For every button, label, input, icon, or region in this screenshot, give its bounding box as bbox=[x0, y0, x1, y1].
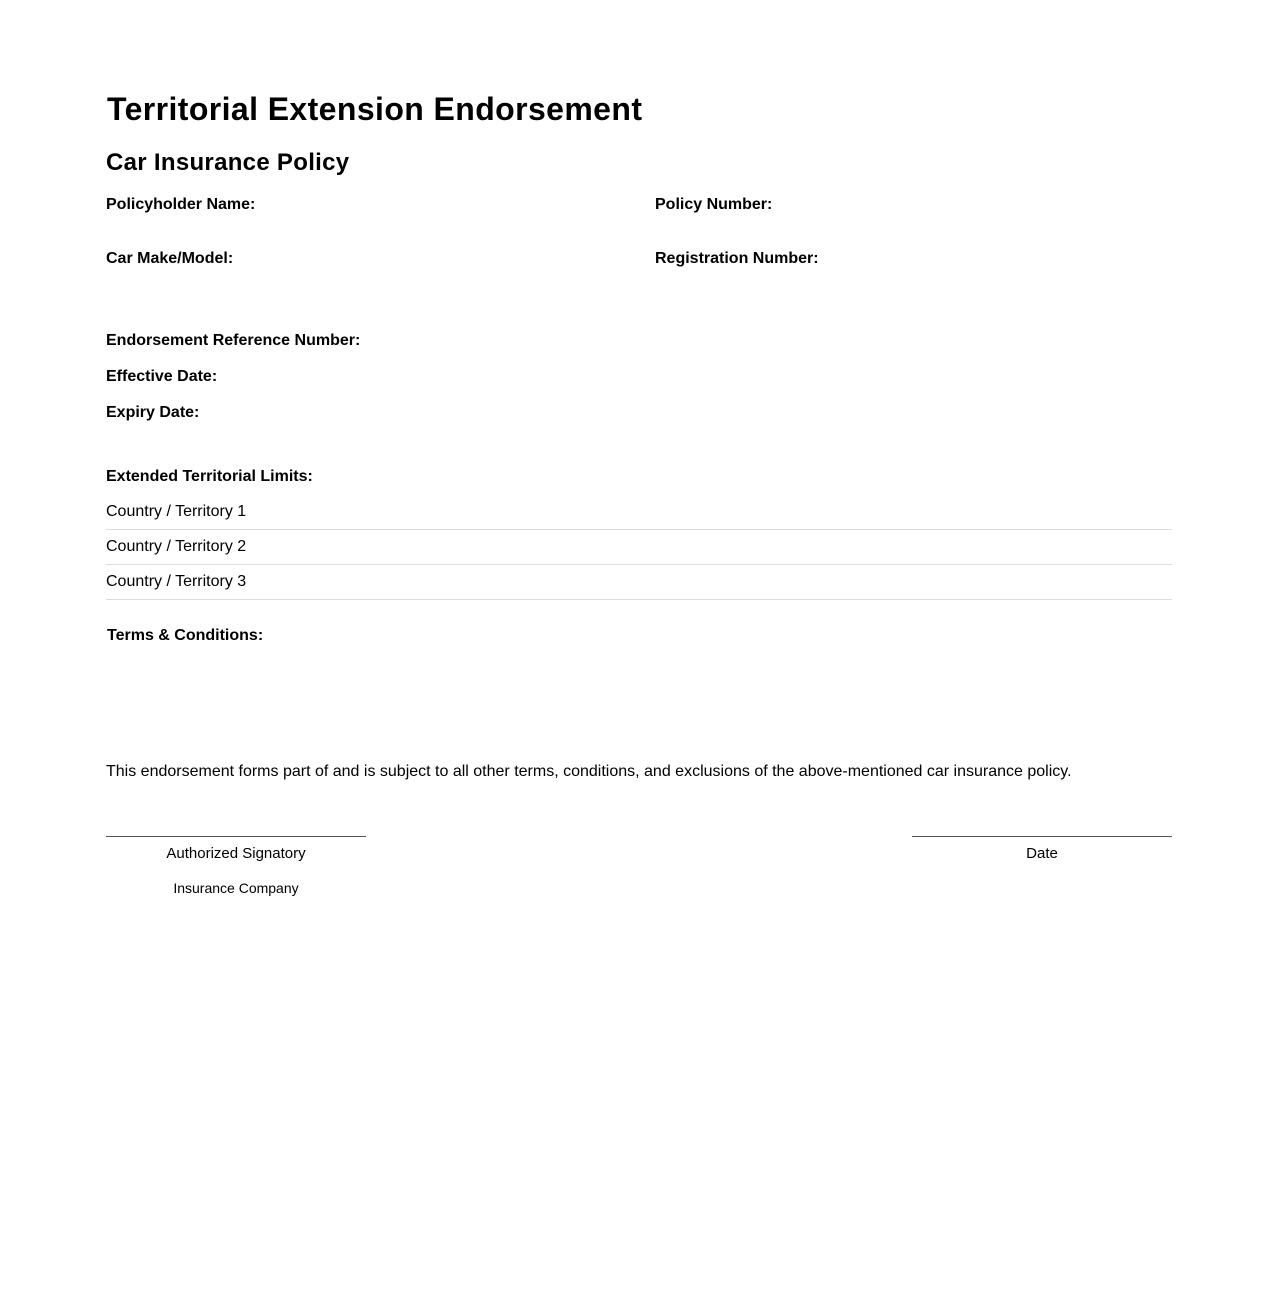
authorized-signatory-block bbox=[106, 836, 366, 897]
authorized-signatory-label: Authorized Signatory bbox=[166, 845, 306, 862]
territory-label: Country / Territory 3 bbox=[106, 573, 247, 590]
date-label: Date bbox=[1026, 845, 1058, 862]
policyholder-name-label: Policyholder Name: bbox=[106, 196, 256, 213]
endorsement-reference-label: Endorsement Reference Number: bbox=[106, 332, 361, 349]
registration-number-label: Registration Number: bbox=[655, 250, 819, 267]
territory-label: Country / Territory 2 bbox=[106, 538, 247, 555]
territorial-limits-heading: Extended Territorial Limits: bbox=[106, 468, 313, 485]
date-signature-block bbox=[912, 836, 1172, 863]
document-title: Territorial Extension Endorsement bbox=[107, 91, 643, 127]
terms-conditions-heading: Terms & Conditions: bbox=[107, 627, 264, 644]
policy-number-label: Policy Number: bbox=[655, 196, 773, 213]
territory-label: Country / Territory 1 bbox=[106, 503, 247, 520]
expiry-date-label: Expiry Date: bbox=[106, 404, 200, 421]
territory-row bbox=[106, 530, 1172, 565]
endorsement-footer-note: This endorsement forms part of and is subject to all other terms, conditions, and exclusions of the above-mentioned car insurance policy. bbox=[106, 763, 1072, 780]
territory-row bbox=[106, 565, 1172, 600]
car-make-model-label: Car Make/Model: bbox=[106, 250, 234, 267]
territory-row bbox=[106, 495, 1172, 530]
document-subtitle: Car Insurance Policy bbox=[106, 149, 350, 176]
effective-date-label: Effective Date: bbox=[106, 368, 218, 385]
insurance-company-label: Insurance Company bbox=[173, 880, 299, 896]
